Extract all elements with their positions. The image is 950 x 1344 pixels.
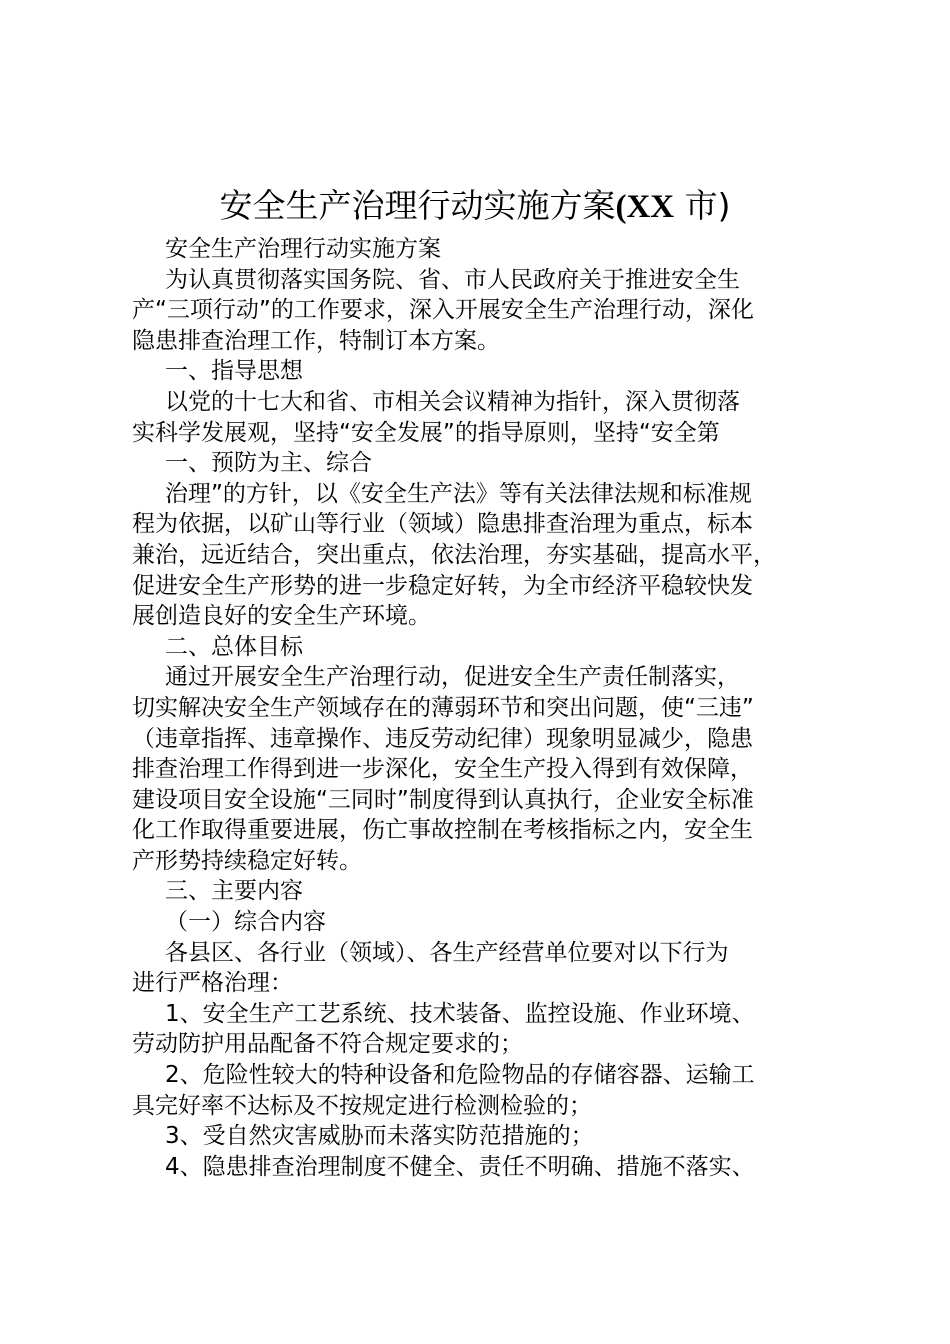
body-line: 产“三项行动”的工作要求，深入开展安全生产治理行动，深化 [132,297,754,324]
list-item: 3、受自然灾害威胁而未落实防范措施的； [165,1123,594,1150]
body-line: 排查治理工作得到进一步深化，安全生产投入得到有效保障， [132,756,753,783]
title-suffix: (XX [615,189,675,225]
body-line: 化工作取得重要进展，伤亡事故控制在考核指标之内，安全生 [132,817,753,844]
body-line: 切实解决安全生产领域存在的薄弱环节和突出问题，使“三违” [132,694,754,721]
body-line: 一、预防为主、综合 [165,450,372,477]
section-heading: 一、指导思想 [165,358,303,385]
title-city: 市) [674,186,731,225]
body-line: 兼治，远近结合，突出重点，依法治理，夯实基础，提高水平， [132,541,776,568]
list-item: 2、危险性较大的特种设备和危险物品的存储容器、运输工 [165,1062,755,1089]
body-line: 实科学发展观，坚持“安全发展”的指导原则，坚持“安全第 [132,419,720,446]
body-line: 安全生产治理行动实施方案 [165,236,441,262]
document-body [132,234,832,1182]
body-line: 展创造良好的安全生产环境。 [132,603,431,630]
section-heading: 三、主要内容 [165,878,303,905]
body-line: 治理”的方针，以《安全生产法》等有关法律法规和标准规 [165,480,752,507]
document-title [0,184,950,229]
list-item: 4、隐患排查治理制度不健全、责任不明确、措施不落实、 [165,1153,755,1180]
body-line: 具完好率不达标及不按规定进行检测检验的； [132,1092,592,1119]
body-line: 产形势持续稳定好转。 [132,847,362,874]
title-main: 安全生产治理行动实施方案 [219,186,616,225]
body-line: 以党的十七大和省、市相关会议精神为指针，深入贯彻落 [165,388,740,415]
body-line: 程为依据，以矿山等行业（领域）隐患排查治理为重点，标本 [132,511,753,538]
body-line: 建设项目安全设施“三同时”制度得到认真执行，企业安全标准 [132,786,754,813]
body-line: 各县区、各行业（领域）、各生产经营单位要对以下行为 [165,939,729,966]
body-line: 促进安全生产形势的进一步稳定好转，为全市经济平稳较快发 [132,572,753,599]
list-item: 1、安全生产工艺系统、技术装备、监控设施、作业环境、 [165,1000,755,1027]
body-line: 为认真贯彻落实国务院、省、市人民政府关于推进安全生 [165,266,740,293]
body-line: 进行严格治理： [132,970,293,997]
body-line: 通过开展安全生产治理行动，促进安全生产责任制落实， [165,664,740,691]
body-line: 劳动防护用品配备不符合规定要求的； [132,1031,523,1058]
body-line: （违章指挥、违章操作、违反劳动纪律）现象明显减少，隐患 [132,725,753,752]
section-heading: 二、总体目标 [165,633,303,660]
subsection-heading: （一）综合内容 [165,909,326,936]
body-line: 隐患排查治理工作，特制订本方案。 [132,327,500,354]
